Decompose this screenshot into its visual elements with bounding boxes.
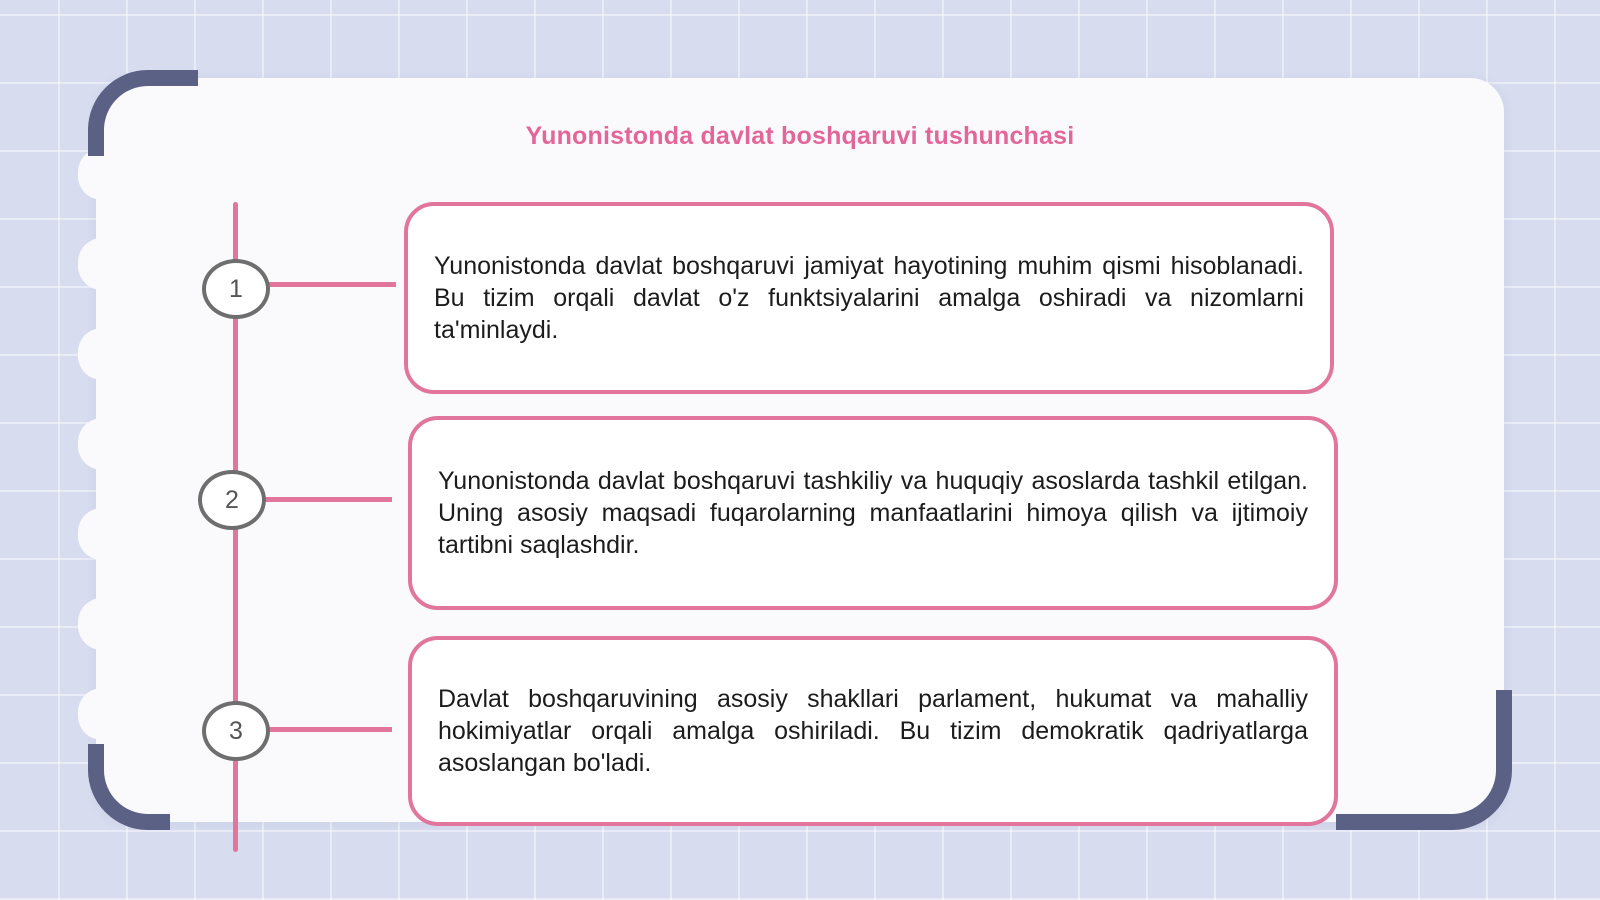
slide-title: Yunonistonda davlat boshqaruvi tushunchasi [525, 122, 1075, 150]
paper-scallop [78, 238, 126, 290]
step-number-badge: 1 [202, 259, 270, 319]
paper-scallop [78, 508, 126, 560]
paper-scallop [78, 688, 126, 740]
step-number-badge: 2 [198, 470, 266, 530]
step-card-text: Yunonistonda davlat boshqaruvi tashkiliy va huquqiy asoslarda tashkil etilgan. Uning asosiy maqsadi fuqarolarning manfaatlarini himoya qilish va ijtimoiy tartibni saqlashdir. [438, 467, 1308, 559]
timeline-connector [262, 282, 396, 287]
paper-scallop [78, 418, 126, 470]
step-card [404, 202, 1334, 394]
timeline-connector [258, 497, 392, 502]
step-card-text: Yunonistonda davlat boshqaruvi jamiyat hayotining muhim qismi hisoblanadi. Bu tizim orqali davlat o'z funktsiyalarini amalga oshiradi va nizomlarni ta'minlaydi. [434, 252, 1304, 344]
step-number-badge: 3 [202, 701, 270, 761]
frame-corner-bottom-left [88, 744, 170, 830]
paper-scallop [78, 598, 126, 650]
step-card [408, 636, 1338, 826]
step-card [408, 416, 1338, 610]
frame-corner-bottom-right [1336, 690, 1512, 830]
timeline-connector [262, 727, 392, 732]
paper-scallop [78, 328, 126, 380]
step-card-text: Davlat boshqaruvining asosiy shakllari parlament, hukumat va mahalliy hokimiyatlar orqali amalga oshiriladi. Bu tizim demokratik qadriyatlarga asoslangan bo'ladi. [438, 685, 1308, 777]
